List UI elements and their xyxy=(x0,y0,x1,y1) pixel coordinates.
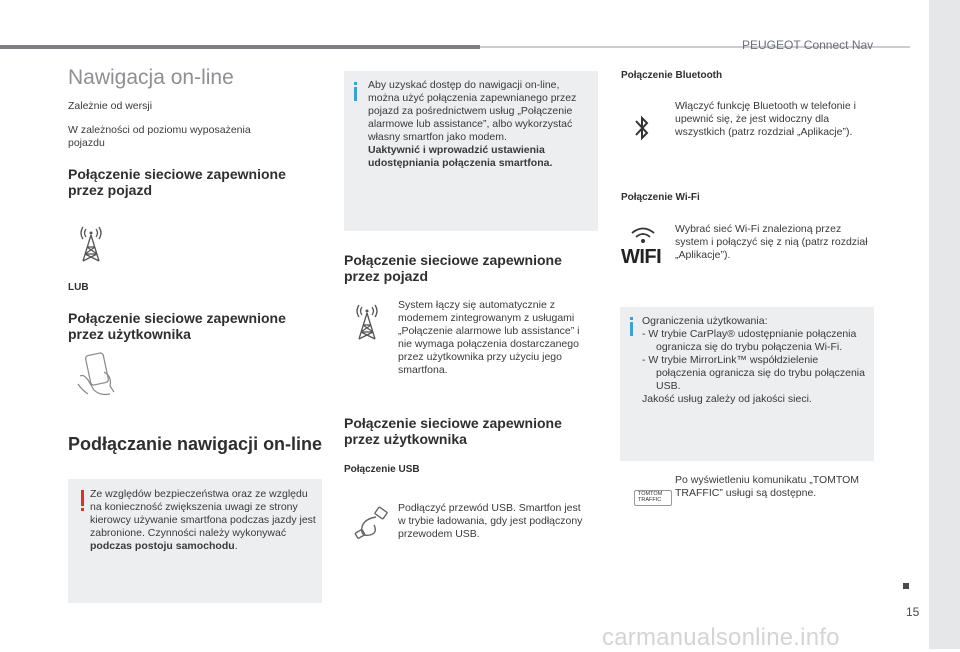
info-box-access xyxy=(344,71,598,231)
usb-connection-label: Połączenie USB xyxy=(344,464,420,475)
header-title: PEUGEOT Connect Nav xyxy=(742,38,874,52)
heading-connect-navigation: Podłączanie nawigacji on-line xyxy=(68,434,323,454)
page-title: Nawigacja on-line xyxy=(68,66,234,89)
list-item: - W trybie MirrorLink™ współdzielenie połączenia ogranicza się do trybu połączenia USB. xyxy=(642,354,865,392)
limits-title: Ograniczenia użytkowania: xyxy=(642,315,768,327)
usb-connection-text: Podłączyć przewód USB. Smartfon jest w trybie ładowania, gdy jest podłączony przewodem USB. xyxy=(398,502,583,540)
wifi-icon xyxy=(621,226,665,272)
page-side-band xyxy=(929,0,960,649)
wifi-connection-text: Wybrać sieć Wi-Fi znalezioną przez system i połączyć się z nią (patrz rozdział „Aplikacje”). xyxy=(675,223,868,261)
heading-user-connection-2: Połączenie sieciowe zapewnione przez użytkownika xyxy=(344,415,562,447)
warning-icon xyxy=(81,490,84,506)
warning-box xyxy=(68,479,322,603)
info-access-text: Aby uzyskać dostęp do nawigacji on-line, można użyć połączenia zapewnianego przez pojazd za pośrednictwem usług „Połączenie alarmowe lub assistance”, albo wykorzystać własny smartfon jako modem. Uaktywnić i wprowadzić ustawienia udostępniania połączenia smartfona. xyxy=(368,79,577,169)
limits-quality-note: Jakość usług zależy od jakości sieci. xyxy=(642,393,812,405)
smartphone-hand-icon xyxy=(74,350,118,398)
limits-content xyxy=(642,315,868,406)
tomtom-traffic-icon xyxy=(634,490,670,506)
or-label: LUB xyxy=(68,282,89,293)
bluetooth-connection-label: Połączenie Bluetooth xyxy=(621,70,723,81)
version-note: Zależnie od wersji xyxy=(68,100,153,112)
info-icon xyxy=(354,87,357,101)
column-1 xyxy=(68,66,328,198)
bluetooth-connection-text: Włączyć funkcję Bluetooth w telefonie i upewnić się, że jest widoczny dla wszystkich (patrz rozdział „Aplikacje”). xyxy=(675,100,856,138)
info-box-limits xyxy=(620,307,874,461)
heading-vehicle-connection: Połączenie sieciowe zapewnione przez pojazd xyxy=(68,166,286,198)
bluetooth-icon xyxy=(632,113,652,143)
heading-vehicle-connection-2: Połączenie sieciowe zapewnione przez pojazd xyxy=(344,252,562,284)
watermark: carmanualsonline.info xyxy=(602,624,840,651)
info-icon xyxy=(630,322,633,336)
antenna-icon xyxy=(76,225,106,263)
warning-text: Ze względów bezpieczeństwa oraz ze względu na konieczność zwiększenia uwagi ze strony kierowcy używanie smartfona podczas jazdy jest zabronione. Czynności należy wykonywać podczas postoju samochodu. xyxy=(90,488,316,552)
usb-cable-icon xyxy=(354,505,390,541)
tomtom-traffic-text: Po wyświetleniu komunikatu „TOMTOM TRAFFIC” usługi są dostępne. xyxy=(675,474,860,499)
wifi-connection-label: Połączenie Wi-Fi xyxy=(621,192,700,203)
heading-user-connection: Połączenie sieciowe zapewnione przez użytkownika xyxy=(68,310,286,342)
antenna-icon xyxy=(352,303,382,341)
tomtom-icon-text: TOMTOM TRAFFIC xyxy=(638,491,663,503)
limits-list xyxy=(642,328,868,393)
page-marker xyxy=(903,583,909,589)
page-number: 15 xyxy=(906,605,920,619)
wifi-icon-label: WIFI xyxy=(621,246,662,268)
equipment-note: W zależności od poziomu wyposażenia pojazdu xyxy=(68,124,251,149)
vehicle-connection-text: System łączy się automatycznie z modemem zintegrowanym z usługami „Połączenie alarmowe lub assistance” i nie wymaga połączenia dostarczanego przez użytkownika przy użyciu jego smartfona. xyxy=(398,299,580,376)
list-item: - W trybie CarPlay® udostępnianie połączenia ogranicza się do trybu połączenia Wi-Fi. xyxy=(642,328,857,353)
header-bar xyxy=(0,45,480,49)
